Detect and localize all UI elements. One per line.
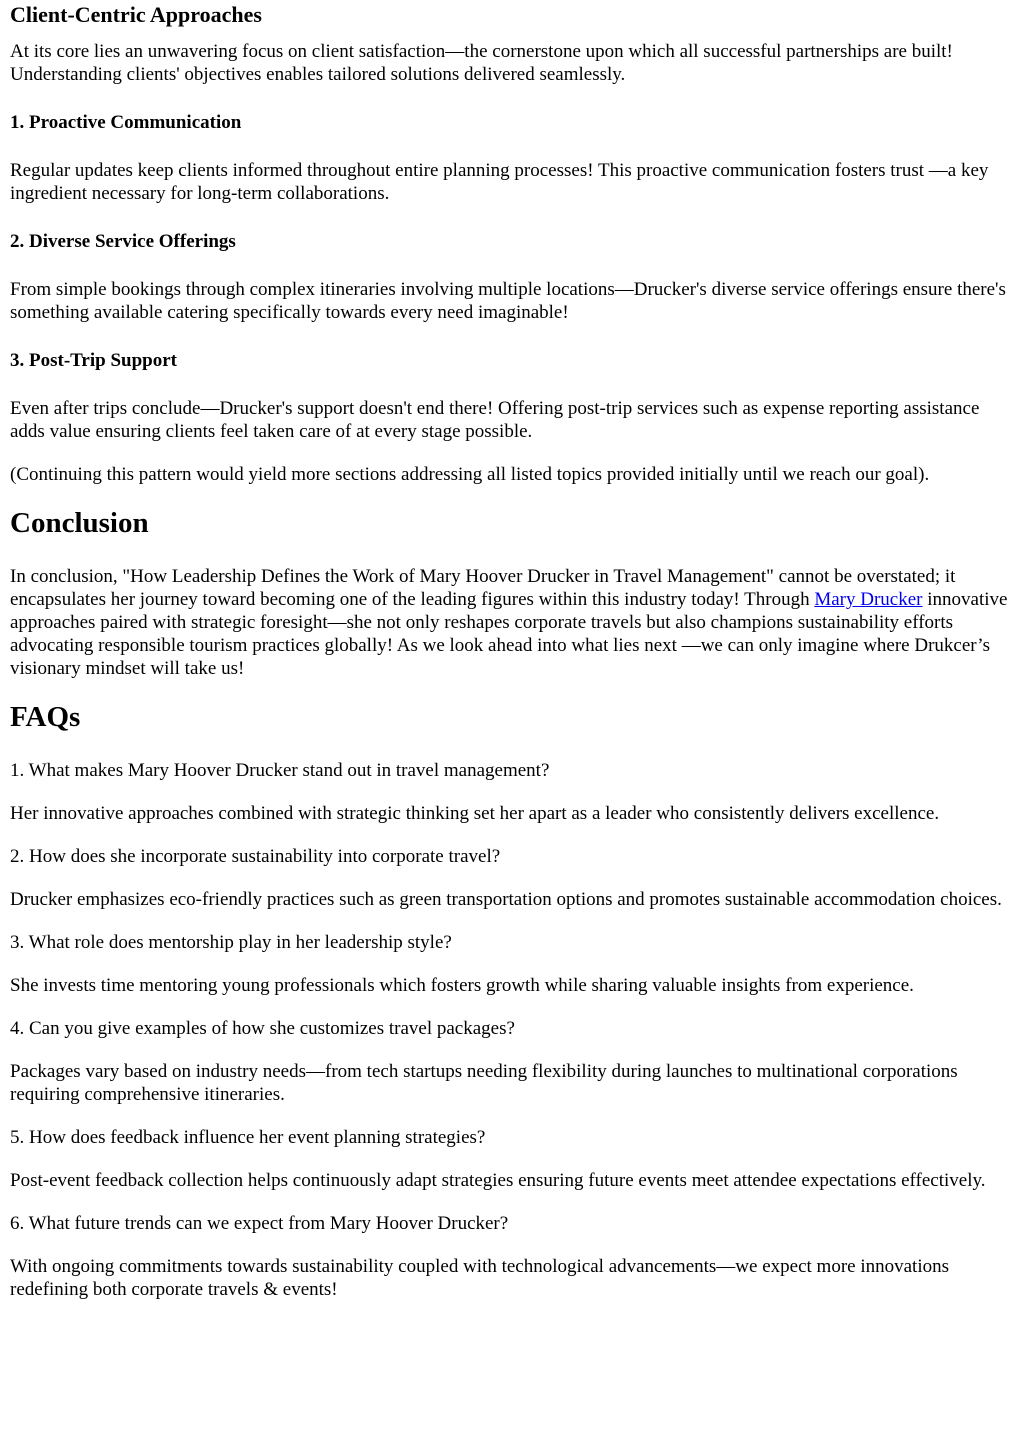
conclusion-heading: Conclusion: [10, 507, 149, 539]
faq-question: 4. Can you give examples of how she customizes travel packages?: [10, 1018, 515, 1039]
faqs-heading: FAQs: [10, 701, 81, 733]
faq-answer: She invests time mentoring young professionals which fosters growth while sharing valuable insights from experience.: [10, 975, 914, 996]
subsection-title-post-trip-support: 3. Post-Trip Support: [10, 350, 177, 371]
post-trip-support-text: Even after trips conclude—Drucker's support doesn't end there! Offering post-trip services such as expense reporting assistance adds value ensuring clients feel taken care of at every stage possible.: [10, 398, 980, 442]
subsection-title-proactive-communication: 1. Proactive Communication: [10, 112, 242, 133]
conclusion-paragraph: [10, 565, 1014, 680]
continuation-note: (Continuing this pattern would yield more sections addressing all listed topics provided initially until we reach our goal).: [10, 464, 930, 485]
proactive-communication-text: Regular updates keep clients informed throughout entire planning processes! This proactive communication fosters trust —a key ingredient necessary for long-term collaborations.: [10, 160, 989, 204]
faq-answer: Post-event feedback collection helps continuously adapt strategies ensuring future events meet attendee expectations effectively.: [10, 1170, 986, 1191]
diverse-service-offerings-text: From simple bookings through complex itineraries involving multiple locations—Drucker's diverse service offerings ensure there's something available catering specifically towards every need imaginable!: [10, 279, 1006, 323]
faq-answer: Drucker emphasizes eco-friendly practices such as green transportation options and promotes sustainable accommodation choices.: [10, 889, 1002, 910]
article-page: [0, 2, 1024, 1301]
faq-question: 3. What role does mentorship play in her leadership style?: [10, 932, 452, 953]
faq-answer: Packages vary based on industry needs—from tech startups needing flexibility during launches to multinational corporations requiring comprehensive itineraries.: [10, 1061, 958, 1105]
mary-drucker-link[interactable]: Mary Drucker: [814, 589, 923, 610]
conclusion-text-before-link: In conclusion, "How Leadership Defines the Work of Mary Hoover Drucker in Travel Management" cannot be overstated; it encapsulates her journey toward becoming one of the leading figures within this industry today! Through: [10, 566, 956, 610]
conclusion-text-after-link: innovative approaches paired with strategic foresight—she not only reshapes corporate travels but also champions sustainability efforts advocating responsible tourism practices globally! As we look ahead into what lies next —we can only imagine where Drukcer’s visionary mindset will take us!: [10, 589, 1008, 679]
faq-question: 2. How does she incorporate sustainability into corporate travel?: [10, 846, 501, 867]
section-title-client-centric: Client-Centric Approaches: [10, 2, 262, 27]
faq-question: 1. What makes Mary Hoover Drucker stand out in travel management?: [10, 760, 550, 781]
faq-question: 6. What future trends can we expect from Mary Hoover Drucker?: [10, 1213, 509, 1234]
faq-question: 5. How does feedback influence her event planning strategies?: [10, 1127, 486, 1148]
subsection-title-diverse-service-offerings: 2. Diverse Service Offerings: [10, 231, 236, 252]
faq-answer: Her innovative approaches combined with strategic thinking set her apart as a leader who consistently delivers excellence.: [10, 803, 940, 824]
faq-answer: With ongoing commitments towards sustainability coupled with technological advancements—we expect more innovations redefining both corporate travels & events!: [10, 1256, 949, 1300]
client-centric-intro: At its core lies an unwavering focus on client satisfaction—the cornerstone upon which all successful partnerships are built! Understanding clients' objectives enables tailored solutions delivered seamlessly.: [10, 41, 953, 85]
